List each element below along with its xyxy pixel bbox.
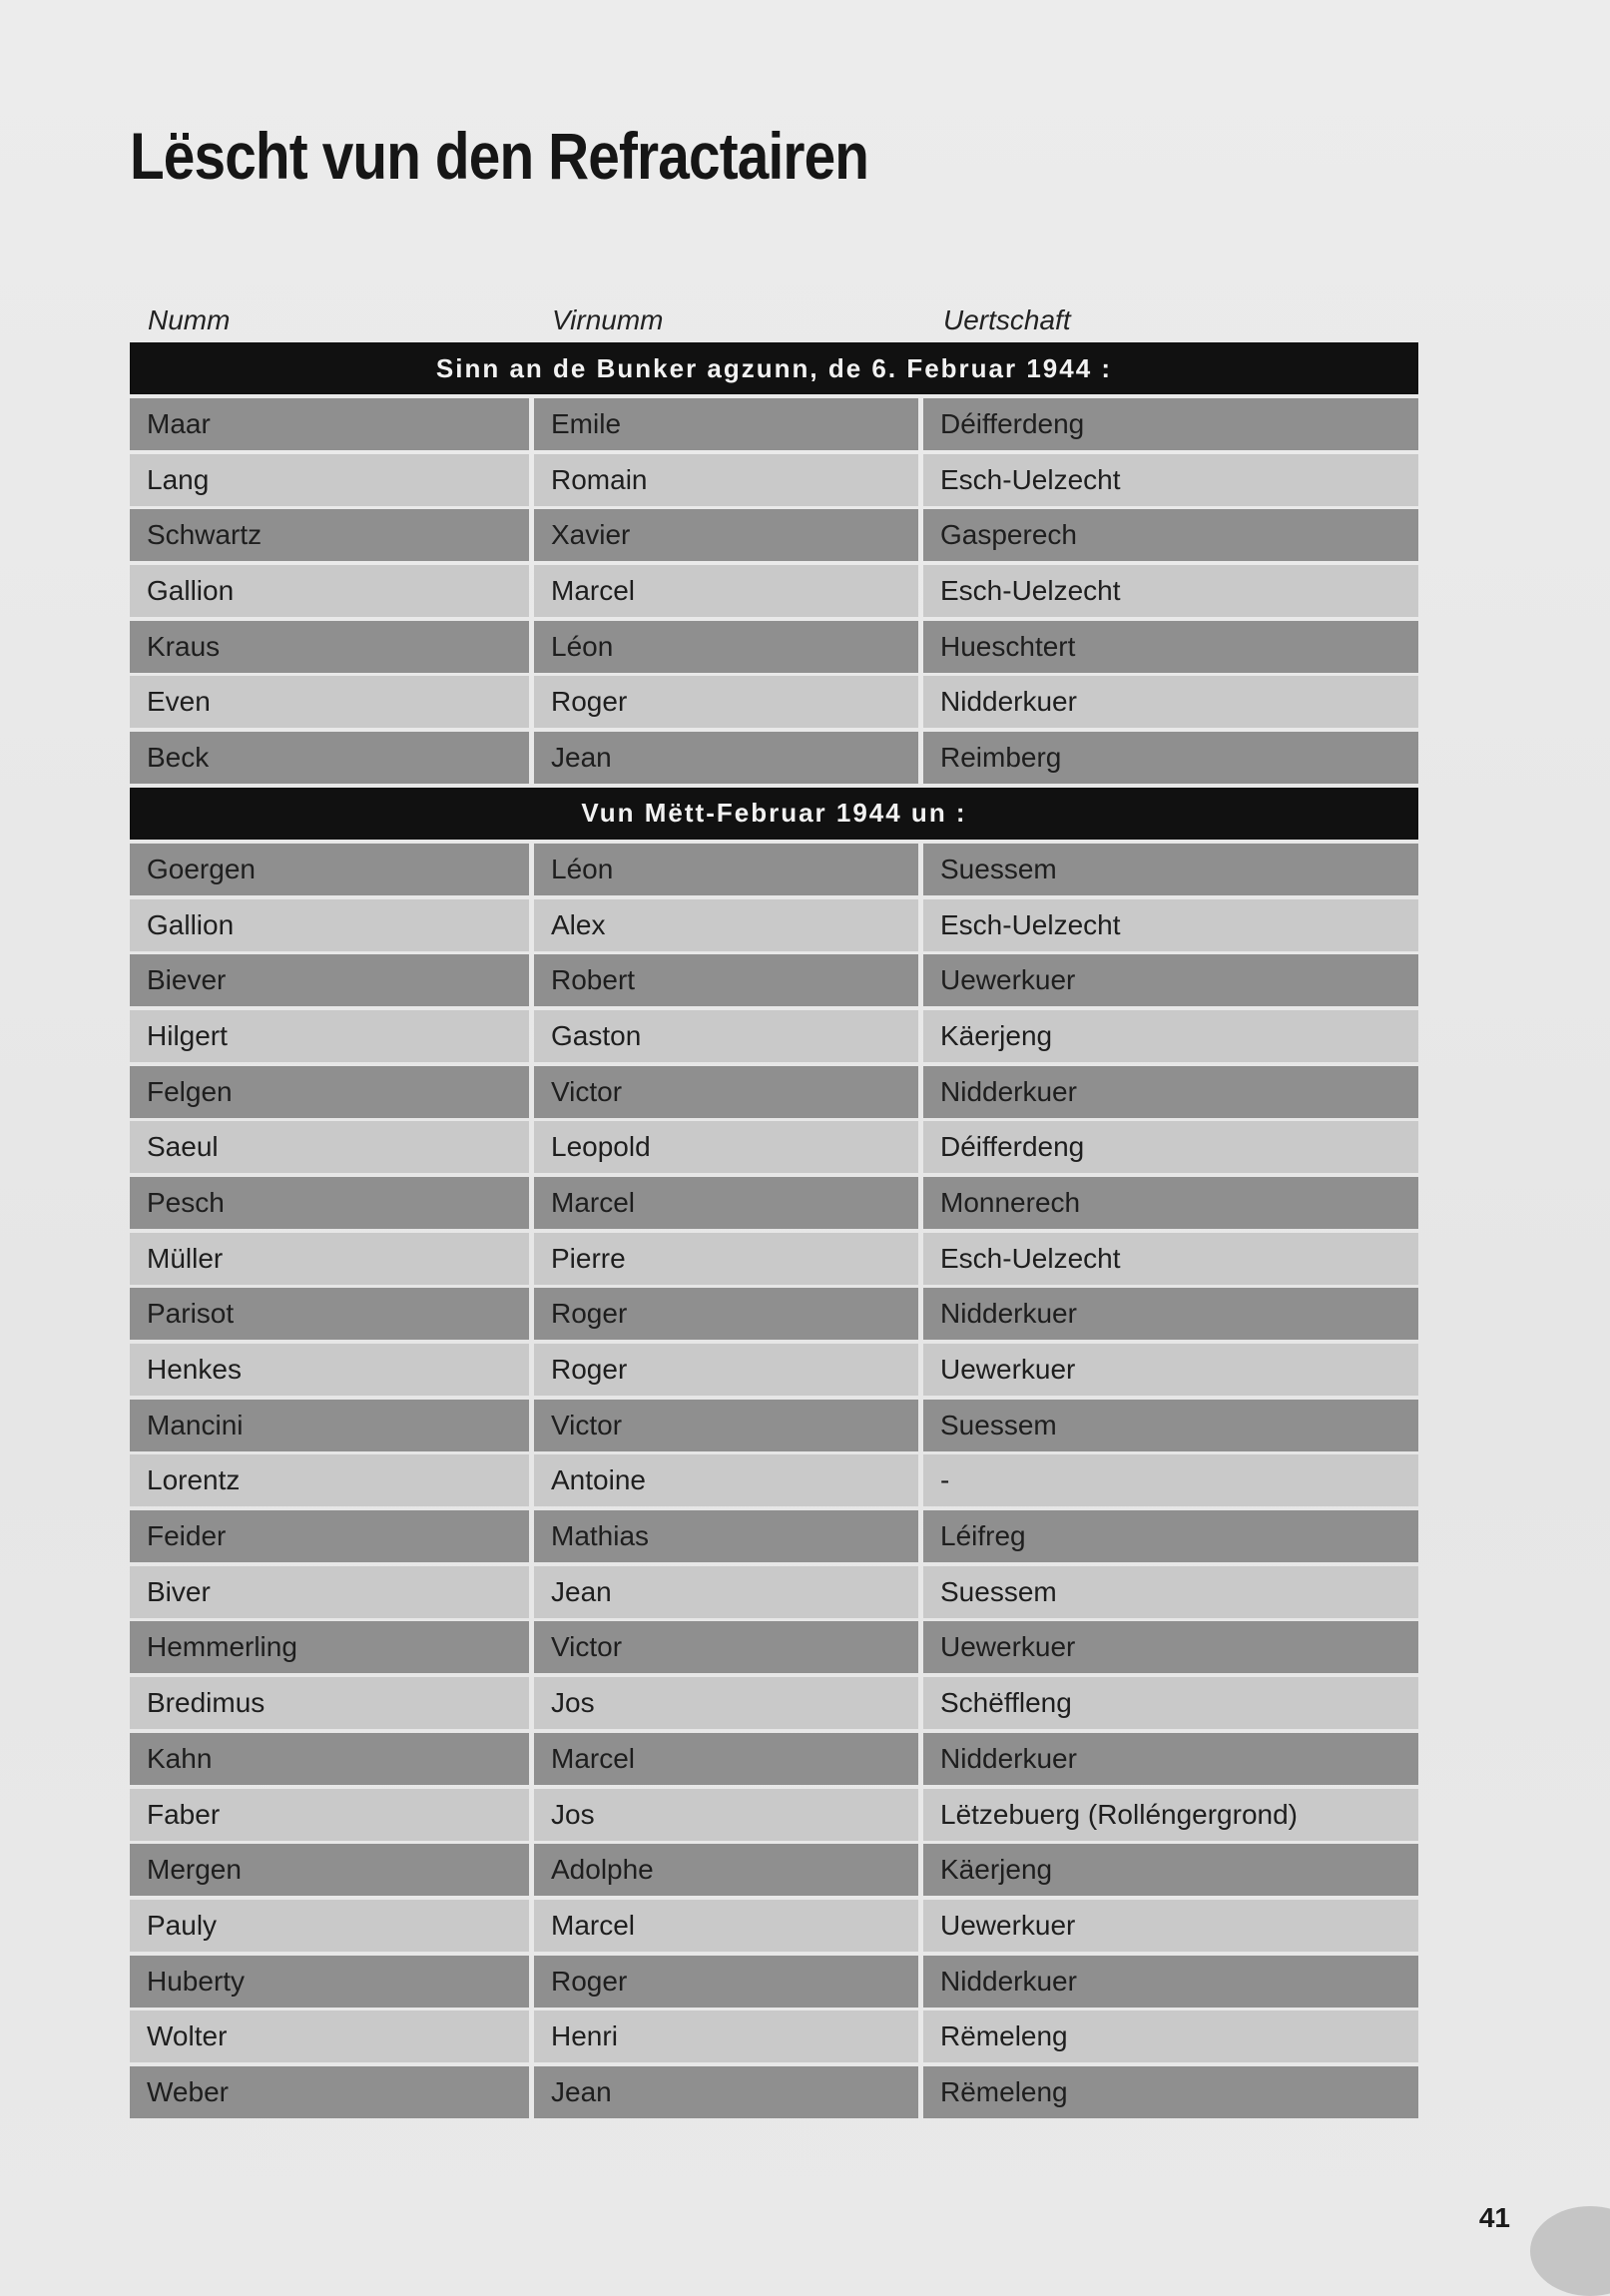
table-row	[130, 1010, 1418, 1062]
cell-locality: Suessem	[923, 1566, 1418, 1618]
cell-locality: Schëffleng	[923, 1677, 1418, 1729]
cell-firstname: Jos	[534, 1677, 918, 1729]
cell-name: Müller	[130, 1233, 529, 1285]
table-row	[130, 565, 1418, 617]
cell-name: Even	[130, 676, 529, 728]
table-row	[130, 1566, 1418, 1618]
cell-locality: -	[923, 1454, 1418, 1506]
cell-name: Lang	[130, 454, 529, 506]
cell-firstname: Marcel	[534, 565, 918, 617]
section-heading: Vun Mëtt-Februar 1944 un :	[130, 788, 1418, 840]
table-row	[130, 1066, 1418, 1118]
cell-name: Kahn	[130, 1733, 529, 1785]
cell-locality: Esch-Uelzecht	[923, 454, 1418, 506]
cell-name: Mergen	[130, 1844, 529, 1896]
cell-name: Gallion	[130, 565, 529, 617]
cell-locality: Suessem	[923, 844, 1418, 895]
cell-locality: Monnerech	[923, 1177, 1418, 1229]
cell-firstname: Gaston	[534, 1010, 918, 1062]
cell-firstname: Pierre	[534, 1233, 918, 1285]
table-row	[130, 1900, 1418, 1952]
cell-locality: Käerjeng	[923, 1844, 1418, 1896]
cell-firstname: Marcel	[534, 1177, 918, 1229]
table-row	[130, 732, 1418, 784]
cell-locality: Hueschtert	[923, 621, 1418, 673]
cell-firstname: Leopold	[534, 1121, 918, 1173]
page-corner-shadow	[1530, 2206, 1610, 2296]
cell-locality: Uewerkuer	[923, 1621, 1418, 1673]
cell-locality: Reimberg	[923, 732, 1418, 784]
cell-locality: Uewerkuer	[923, 954, 1418, 1006]
table-row	[130, 899, 1418, 951]
column-header-firstname: Virnumm	[552, 304, 664, 335]
cell-firstname: Henri	[534, 2010, 918, 2062]
column-header-name: Numm	[148, 304, 231, 335]
cell-name: Pesch	[130, 1177, 529, 1229]
cell-locality: Uewerkuer	[923, 1900, 1418, 1952]
cell-name: Kraus	[130, 621, 529, 673]
refractaires-table	[130, 342, 1418, 2122]
table-row	[130, 1121, 1418, 1173]
cell-name: Gallion	[130, 899, 529, 951]
cell-locality: Esch-Uelzecht	[923, 1233, 1418, 1285]
cell-name: Henkes	[130, 1344, 529, 1396]
cell-locality: Nidderkuer	[923, 1288, 1418, 1340]
cell-locality: Käerjeng	[923, 1010, 1418, 1062]
cell-name: Feider	[130, 1510, 529, 1562]
cell-locality: Rëmeleng	[923, 2066, 1418, 2118]
table-row	[130, 1789, 1418, 1841]
cell-firstname: Léon	[534, 621, 918, 673]
cell-locality: Esch-Uelzecht	[923, 565, 1418, 617]
cell-name: Huberty	[130, 1956, 529, 2008]
cell-locality: Léifreg	[923, 1510, 1418, 1562]
page-title: Lëscht vun den Refractairen	[130, 119, 869, 193]
table-row	[130, 621, 1418, 673]
cell-name: Felgen	[130, 1066, 529, 1118]
cell-firstname: Romain	[534, 454, 918, 506]
cell-firstname: Roger	[534, 1288, 918, 1340]
table-row	[130, 1233, 1418, 1285]
cell-name: Weber	[130, 2066, 529, 2118]
cell-locality: Gasperech	[923, 509, 1418, 561]
table-row	[130, 1400, 1418, 1451]
table-row	[130, 1510, 1418, 1562]
cell-firstname: Léon	[534, 844, 918, 895]
cell-firstname: Jean	[534, 2066, 918, 2118]
table-row	[130, 1621, 1418, 1673]
table-row	[130, 1677, 1418, 1729]
cell-firstname: Jean	[534, 732, 918, 784]
column-headers	[130, 304, 1417, 344]
cell-locality: Déifferdeng	[923, 1121, 1418, 1173]
table-row	[130, 2010, 1418, 2062]
table-row	[130, 954, 1418, 1006]
cell-firstname: Adolphe	[534, 1844, 918, 1896]
cell-firstname: Roger	[534, 676, 918, 728]
cell-firstname: Xavier	[534, 509, 918, 561]
cell-locality: Nidderkuer	[923, 1066, 1418, 1118]
cell-locality: Déifferdeng	[923, 398, 1418, 450]
table-row	[130, 1344, 1418, 1396]
table-row	[130, 844, 1418, 895]
cell-name: Biver	[130, 1566, 529, 1618]
cell-name: Faber	[130, 1789, 529, 1841]
cell-name: Wolter	[130, 2010, 529, 2062]
cell-firstname: Roger	[534, 1956, 918, 2008]
cell-firstname: Victor	[534, 1621, 918, 1673]
cell-name: Maar	[130, 398, 529, 450]
cell-name: Beck	[130, 732, 529, 784]
cell-name: Parisot	[130, 1288, 529, 1340]
table-row	[130, 676, 1418, 728]
cell-name: Goergen	[130, 844, 529, 895]
cell-firstname: Robert	[534, 954, 918, 1006]
cell-name: Lorentz	[130, 1454, 529, 1506]
cell-name: Bredimus	[130, 1677, 529, 1729]
table-row	[130, 1956, 1418, 2008]
cell-locality: Suessem	[923, 1400, 1418, 1451]
cell-name: Hilgert	[130, 1010, 529, 1062]
cell-firstname: Alex	[534, 899, 918, 951]
cell-firstname: Victor	[534, 1400, 918, 1451]
table-row	[130, 1288, 1418, 1340]
page-number: 41	[1478, 2202, 1510, 2233]
cell-locality: Rëmeleng	[923, 2010, 1418, 2062]
cell-name: Pauly	[130, 1900, 529, 1952]
cell-name: Biever	[130, 954, 529, 1006]
cell-firstname: Marcel	[534, 1733, 918, 1785]
cell-firstname: Mathias	[534, 1510, 918, 1562]
cell-name: Mancini	[130, 1400, 529, 1451]
cell-locality: Uewerkuer	[923, 1344, 1418, 1396]
cell-name: Hemmerling	[130, 1621, 529, 1673]
cell-firstname: Jos	[534, 1789, 918, 1841]
table-row	[130, 454, 1418, 506]
table-row	[130, 2066, 1418, 2118]
cell-firstname: Victor	[534, 1066, 918, 1118]
cell-name: Saeul	[130, 1121, 529, 1173]
cell-locality: Esch-Uelzecht	[923, 899, 1418, 951]
table-row	[130, 398, 1418, 450]
section-heading: Sinn an de Bunker agzunn, de 6. Februar 1944 :	[130, 342, 1418, 394]
cell-firstname: Jean	[534, 1566, 918, 1618]
cell-firstname: Emile	[534, 398, 918, 450]
cell-locality: Nidderkuer	[923, 1733, 1418, 1785]
table-row	[130, 509, 1418, 561]
cell-name: Schwartz	[130, 509, 529, 561]
column-header-locality: Uertschaft	[943, 304, 1071, 335]
table-row	[130, 1844, 1418, 1896]
cell-firstname: Marcel	[534, 1900, 918, 1952]
cell-firstname: Roger	[534, 1344, 918, 1396]
table-row	[130, 1733, 1418, 1785]
cell-locality: Nidderkuer	[923, 676, 1418, 728]
table-row	[130, 1177, 1418, 1229]
cell-locality: Lëtzebuerg (Rolléngergrond)	[923, 1789, 1418, 1841]
cell-locality: Nidderkuer	[923, 1956, 1418, 2008]
cell-firstname: Antoine	[534, 1454, 918, 1506]
table-row	[130, 1454, 1418, 1506]
